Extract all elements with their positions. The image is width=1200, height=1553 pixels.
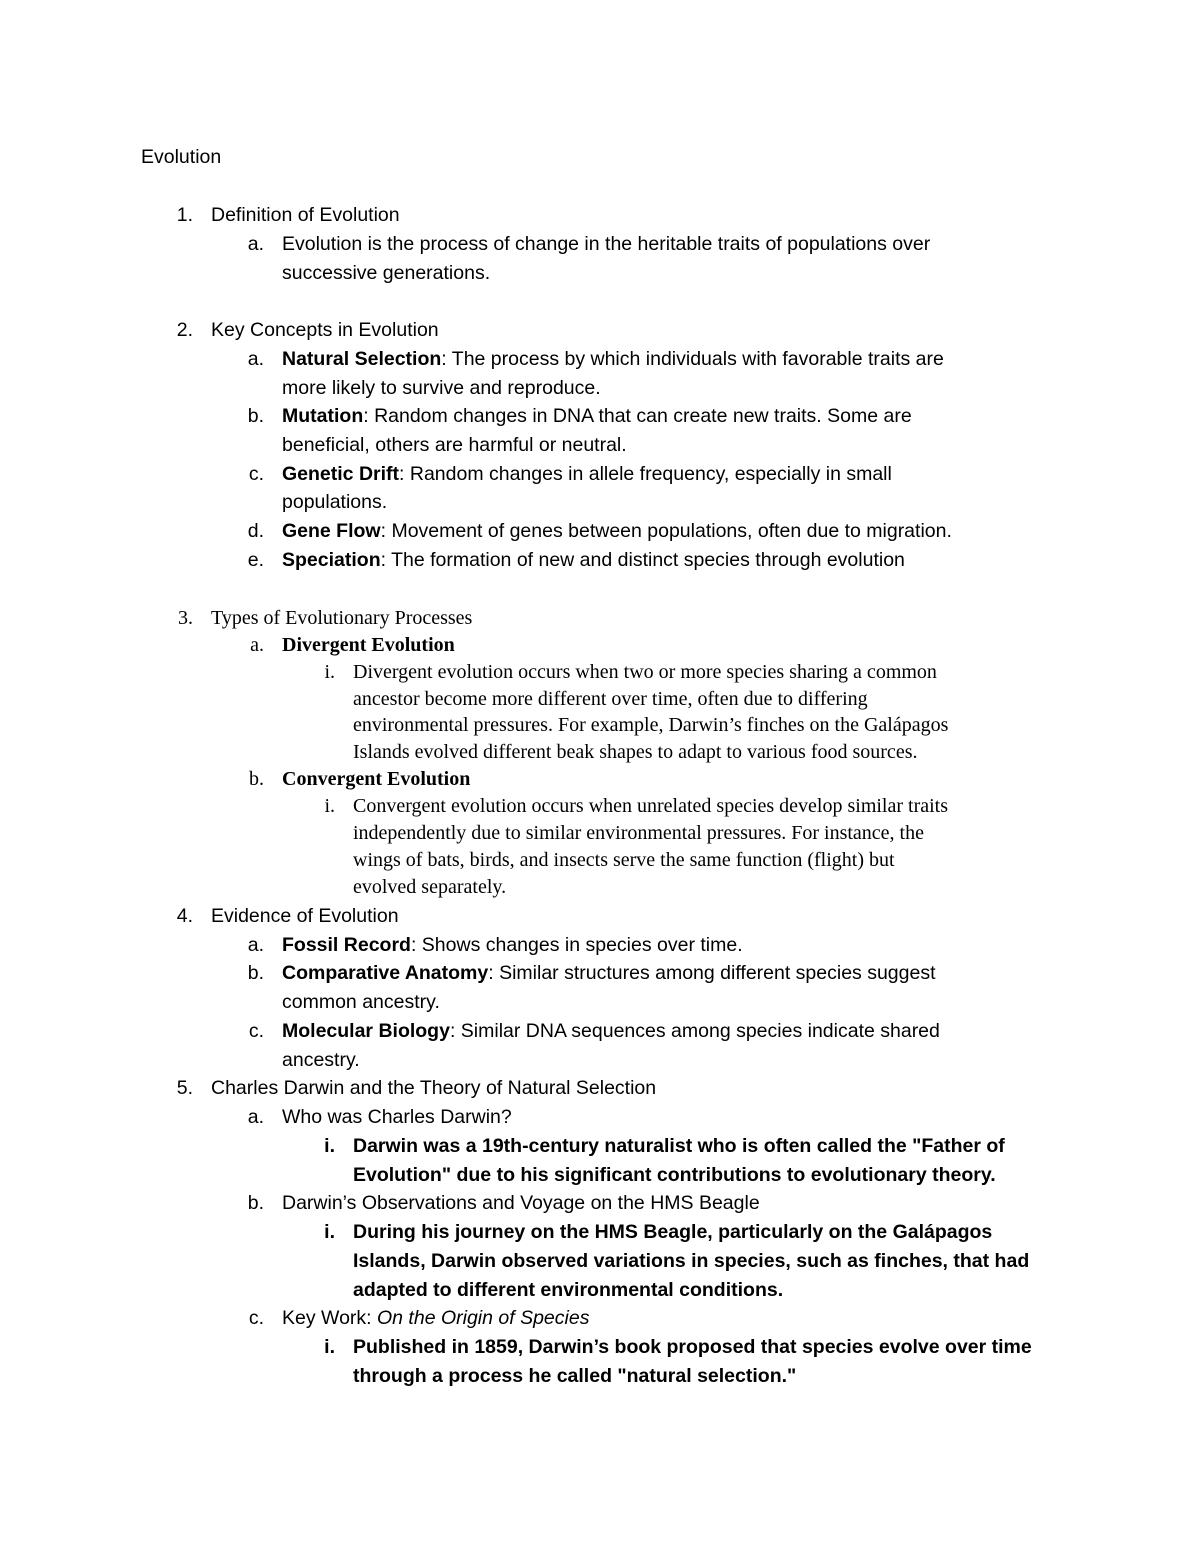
item-term: Fossil Record bbox=[282, 934, 411, 956]
sub-text: through a process he called "natural selection." bbox=[353, 1365, 797, 1387]
item-text: populations. bbox=[282, 491, 388, 513]
item-marker: a. bbox=[247, 934, 264, 956]
sub-text: ancestor become more different over time, often due to differing bbox=[353, 688, 868, 710]
item-text: : The formation of new and distinct species through evolution bbox=[380, 549, 905, 571]
sub-text: Published in 1859, Darwin’s book proposed that species evolve over time bbox=[353, 1336, 1032, 1358]
item-marker: b. bbox=[249, 768, 264, 790]
item-marker: b. bbox=[247, 962, 264, 984]
item-text: more likely to survive and reproduce. bbox=[282, 377, 601, 399]
sub-text: evolved separately. bbox=[353, 876, 507, 898]
section-title: Evidence of Evolution bbox=[211, 905, 399, 927]
item-term: Comparative Anatomy bbox=[282, 962, 489, 984]
sub-text: Convergent evolution occurs when unrelated species develop similar traits bbox=[353, 795, 949, 817]
item-text: : Similar DNA sequences among species indicate shared bbox=[449, 1020, 940, 1042]
item-term: Molecular Biology bbox=[282, 1020, 450, 1042]
item-text: : Random changes in DNA that can create new traits. Some are bbox=[363, 405, 912, 427]
item-marker: b. bbox=[247, 1192, 264, 1214]
sub-text: wings of bats, birds, and insects serve the same function (flight) but bbox=[353, 849, 895, 871]
item-text: ancestry. bbox=[282, 1049, 360, 1071]
item-marker: c. bbox=[248, 463, 264, 485]
document-title: Evolution bbox=[141, 146, 222, 168]
item-marker: a. bbox=[250, 634, 264, 656]
sub-text: independently due to similar environmental pressures. For instance, the bbox=[353, 822, 924, 844]
sub-text: During his journey on the HMS Beagle, particularly on the Galápagos bbox=[353, 1221, 993, 1243]
item-text: beneficial, others are harmful or neutral. bbox=[282, 434, 627, 456]
book-title: On the Origin of Species bbox=[377, 1307, 590, 1329]
section-number: 3. bbox=[178, 607, 193, 629]
item-marker: a. bbox=[247, 1106, 264, 1128]
item-term: Convergent Evolution bbox=[282, 768, 471, 790]
sub-text: Islands evolved different beak shapes to adapt to various food sources. bbox=[353, 741, 918, 763]
sub-text: Evolution" due to his significant contributions to evolutionary theory. bbox=[353, 1164, 996, 1186]
sub-marker: i. bbox=[324, 1221, 335, 1243]
item-text: Evolution is the process of change in the heritable traits of populations over bbox=[282, 233, 931, 255]
section-title: Definition of Evolution bbox=[211, 204, 400, 226]
item-term: Divergent Evolution bbox=[282, 634, 455, 656]
item-label: Darwin’s Observations and Voyage on the HMS Beagle bbox=[282, 1192, 760, 1214]
item-marker: b. bbox=[247, 405, 264, 427]
item-term: Speciation bbox=[282, 549, 381, 571]
item-label: Key Work: bbox=[282, 1307, 377, 1329]
item-label: Who was Charles Darwin? bbox=[282, 1106, 512, 1128]
item-text: : The process by which individuals with favorable traits are bbox=[441, 348, 944, 370]
item-text: : Random changes in allele frequency, especially in small bbox=[399, 463, 892, 485]
item-marker: e. bbox=[247, 549, 264, 571]
item-text: : Similar structures among different species suggest bbox=[488, 962, 936, 984]
sub-marker: i. bbox=[324, 1135, 335, 1157]
section-title: Types of Evolutionary Processes bbox=[211, 607, 473, 629]
item-text: successive generations. bbox=[282, 262, 491, 284]
item-term: Natural Selection bbox=[282, 348, 442, 370]
sub-text: Islands, Darwin observed variations in species, such as finches, that had bbox=[353, 1250, 1030, 1272]
item-marker: a. bbox=[247, 233, 264, 255]
item-text: : Shows changes in species over time. bbox=[410, 934, 743, 956]
sub-text: Divergent evolution occurs when two or more species sharing a common bbox=[353, 661, 937, 683]
item-marker: c. bbox=[248, 1307, 264, 1329]
section-title: Key Concepts in Evolution bbox=[211, 319, 439, 341]
item-marker: a. bbox=[247, 348, 264, 370]
section-title: Charles Darwin and the Theory of Natural Selection bbox=[211, 1077, 657, 1099]
sub-text: adapted to different environmental conditions. bbox=[353, 1279, 784, 1301]
item-term: Mutation bbox=[282, 405, 364, 427]
item-term: Genetic Drift bbox=[282, 463, 400, 485]
item-marker: c. bbox=[248, 1020, 264, 1042]
sub-text: Darwin was a 19th-century naturalist who is often called the "Father of bbox=[353, 1135, 1005, 1157]
item-term: Gene Flow bbox=[282, 520, 381, 542]
item-marker: d. bbox=[247, 520, 264, 542]
section-number: 2. bbox=[176, 319, 193, 341]
item-text: : Movement of genes between populations, often due to migration. bbox=[380, 520, 952, 542]
section-number: 5. bbox=[176, 1077, 193, 1099]
item-text: common ancestry. bbox=[282, 991, 440, 1013]
sub-text: environmental pressures. For example, Darwin’s finches on the Galápagos bbox=[353, 714, 949, 736]
sub-marker: i. bbox=[324, 795, 335, 817]
sub-marker: i. bbox=[324, 661, 335, 683]
sub-marker: i. bbox=[324, 1336, 335, 1358]
section-number: 1. bbox=[176, 204, 193, 226]
section-number: 4. bbox=[176, 905, 193, 927]
